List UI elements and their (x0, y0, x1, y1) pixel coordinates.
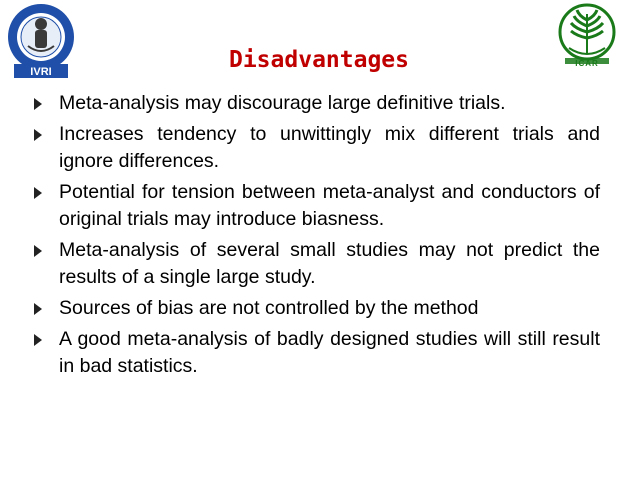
bullet-item (34, 326, 600, 380)
bullet-item (34, 179, 600, 233)
bullet-text: A good meta-analysis of badly designed studies will still result in bad statistics. (59, 328, 600, 377)
bullet-text: Meta-analysis of several small studies may not predict the results of a single large study. (59, 239, 600, 288)
ivri-logo-caption: IVRI (30, 66, 52, 78)
bullet-text: Sources of bias are not controlled by the method (59, 297, 479, 319)
icar-logo-caption: ICAR (575, 59, 599, 68)
triangle-bullet-icon (34, 187, 42, 199)
triangle-bullet-icon (34, 98, 42, 110)
bullet-text: Meta-analysis may discourage large definitive trials. (59, 92, 506, 114)
triangle-bullet-icon (34, 245, 42, 257)
bullet-text: Increases tendency to unwittingly mix different trials and ignore differences. (59, 123, 600, 172)
bullet-list (34, 90, 600, 384)
bullet-item (34, 90, 600, 117)
triangle-bullet-icon (34, 303, 42, 315)
triangle-bullet-icon (34, 334, 42, 346)
bullet-item (34, 121, 600, 175)
slide-title: Disadvantages (228, 47, 409, 73)
triangle-bullet-icon (34, 129, 42, 141)
bullet-text: Potential for tension between meta-analyst and conductors of original trials may introduce biasness. (59, 181, 600, 230)
bullet-item (34, 295, 600, 322)
bullet-item (34, 237, 600, 291)
